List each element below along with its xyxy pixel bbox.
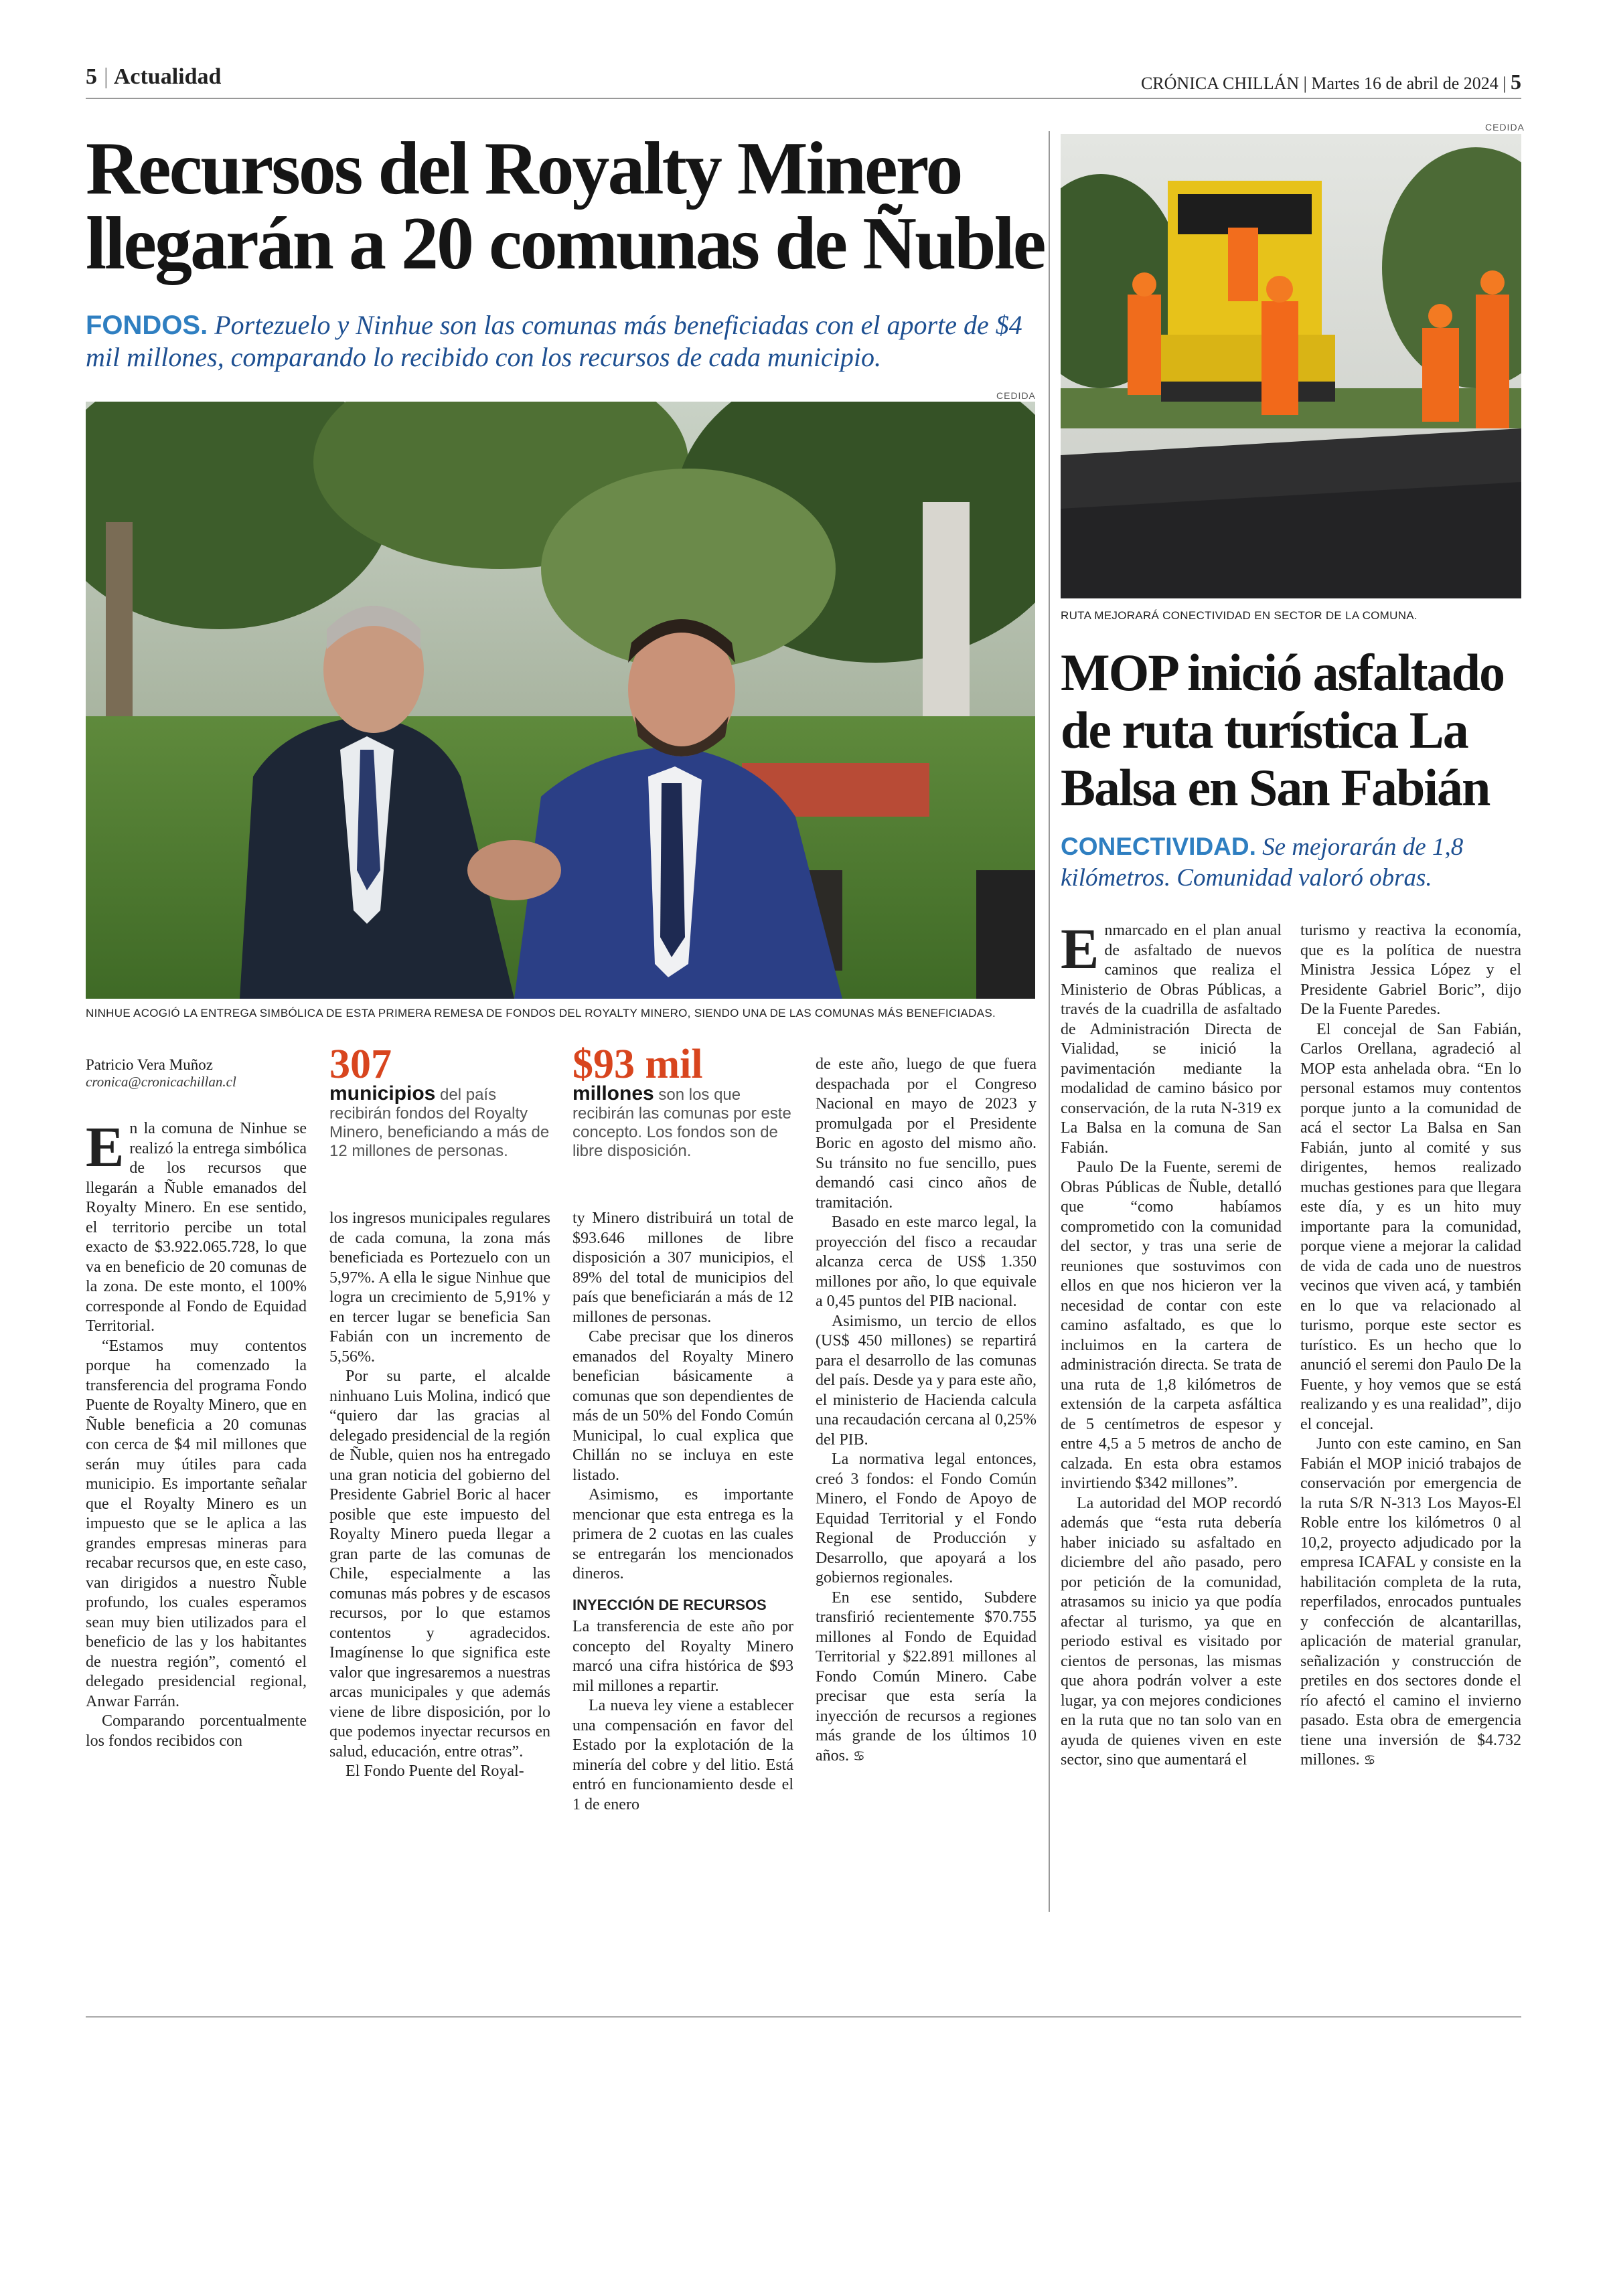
header-rule bbox=[86, 98, 1521, 99]
paragraph-text: nmarcado en el plan anual de asfaltado de nuevos caminos que realiza el Ministerio de Obras Públicas, a través de la cuadrilla de asfaltado de Administración Directa de Vialidad, se inició la pavimentación mediante la modalidad de camino básico por conservación, de la ruta N-319 ex La Balsa en la comuna de San Fabián. bbox=[1061, 922, 1282, 1157]
article-paragraph: Asimismo, es importante mencionar que esta entrega es la primera de 2 cuotas en las cuales se entregarán los mencionados dineros. bbox=[572, 1486, 793, 1582]
page-header-right: CRÓNICA CHILLÁN | Martes 16 de abril de 2024 | 5 bbox=[1140, 70, 1521, 94]
article-paragraph: La normativa legal entonces, creó 3 fondos: el Fondo Común Minero, el Fondo de Apoyo de Equidad Territorial y el Fondo Regional de Producción y Desarrollo, que apoyará a los gobiernos regionales. bbox=[816, 1451, 1037, 1586]
article-paragraph: Paulo De la Fuente, seremi de Obras Públicas de Ñuble, detalló que “como habíamos comprometido con la comunidad del sector, y tras una serie de reuniones que sostuvimos con ellos en que nos hicieron ver la necesidad de contar con este camino asfaltado, es que lo incluimos en la cartera de administración directa. Se trata de una ruta de 1,8 kilómetros de extensión de la carpeta asfáltica de 5 centímetros de espesor y entre 4,5 a 5 metros de ancho de calzada. En esta obra estamos invirtiendo $342 millones”. bbox=[1061, 1159, 1282, 1492]
article-paragraph: Por su parte, el alcalde ninhuano Luis Molina, indicó que “quiero dar las gracias al delegado presidencial de la región de Ñuble, quien nos ha entregado una gran noticia del gobierno del Presidente Gabriel Boric al hacer posible que este impuesto del Royalty Minero pueda llegar a gran parte de las comunas de Chile, especialmente a las comunas más pobres y de escasos recursos, por lo que estamos contentos y agradecidos. Imagínense lo que significa este valor que ingresaremos a nuestras arcas municipales y que además viene de libre disposición, por lo que podemos inyectar recursos en salud, educación, entre otras”. bbox=[329, 1368, 550, 1760]
byline bbox=[86, 1056, 300, 1090]
main-column-2 bbox=[329, 1209, 550, 1782]
issue-date: Martes 16 de abril de 2024 bbox=[1311, 74, 1499, 93]
stat-text: del país recibirán fondos del Royalty Minero, beneficiando a más de 12 millones de personas. bbox=[329, 1086, 550, 1160]
main-photo-caption: NINHUE ACOGIÓ LA ENTREGA SIMBÓLICA DE ESTA PRIMERA REMESA DE FONDOS DEL ROYALTY MINERO, SIENDO UNA DE LAS COMUNAS MÁS BENEFICIADAS. bbox=[86, 1007, 996, 1019]
stat-description bbox=[329, 1084, 550, 1161]
side-headline-line-2: de ruta turística La bbox=[1061, 701, 1468, 759]
side-lead bbox=[1061, 831, 1521, 894]
main-photo-credit: CEDIDA bbox=[996, 390, 1036, 401]
article-paragraph: los ingresos municipales regulares de cada comuna, la zona más beneficiada es Portezuelo con un 5,97%. A ella le sigue Ninhue que logra un crecimiento de 5,91% y en tercer lugar se beneficia San Fabián con un incremento de 5,56%. bbox=[329, 1210, 550, 1366]
stat-text: son los que recibirán las comunas por este concepto. Los fondos son de libre disposición. bbox=[572, 1086, 791, 1160]
side-headline bbox=[1061, 644, 1521, 817]
side-column-2 bbox=[1300, 921, 1521, 1771]
article-paragraph bbox=[1061, 916, 1282, 1158]
side-photo bbox=[1061, 134, 1521, 598]
article-paragraph: de este año, luego de que fuera despachada por el Congreso Nacional en mayo de 2023 y promulgada por el Presidente Boric en agosto del mismo año. Su tránsito no fue sencillo, pues demandó casi cinco años de tramitación. bbox=[816, 1056, 1037, 1212]
article-paragraph: La autoridad del MOP recordó además que “esta ruta debería haber iniciado su asfaltado en diciembre del año pasado, pero por petición de la comunidad, atrasamos su inicio ya que podía afectar al turismo, ya que en periodo estival es visitado por cientos de personas, las mismas que ahora podrán volver a este lugar, ya con mejores condiciones en la ruta que no tan solo van en ayuda de quienes viven en este sector, sino que aumentará el bbox=[1061, 1494, 1282, 1769]
stat-bold: municipios bbox=[329, 1082, 436, 1104]
article-paragraph bbox=[816, 1588, 1037, 1767]
article-paragraph: turismo y reactiva la economía, que es la política de nuestra Ministra Jessica López y el Presidente Gabriel Boric”, dijo De la Fuente Paredes. bbox=[1300, 922, 1521, 1018]
author-email: cronica@cronicachillan.cl bbox=[86, 1074, 236, 1090]
paragraph-text: En ese sentido, Subdere transfirió recientemente $70.755 millones al Fondo de Equidad Territorial y $22.891 millones al Fondo Común Minero. Cabe precisar que esta sería la inyección de recursos a regiones más grande de los últimos 10 años. bbox=[816, 1588, 1037, 1765]
side-lead-text: Se mejorarán de 1,8 kilómetros. Comunidad valoró obras. bbox=[1061, 833, 1464, 892]
main-headline-line-2: llegarán a 20 comunas de Ñuble bbox=[86, 202, 1045, 285]
article-paragraph: Asimismo, un tercio de ellos (US$ 450 millones) se repartirá para el desarrollo de las comunas del país. Desde ya y para este año, el ministerio de Hacienda calcula una recaudación cercana al 0,25% del PIB. bbox=[816, 1312, 1037, 1449]
author-name: Patricio Vera Muñoz bbox=[86, 1056, 213, 1073]
article-paragraph: Comparando porcentualmente los fondos recibidos con bbox=[86, 1712, 307, 1750]
side-photo-credit: CEDIDA bbox=[1485, 122, 1525, 133]
article-paragraph: Cabe precisar que los dineros emanados del Royalty Minero benefician básicamente a comunas que son dependientes de más de un 50% del Fondo Común Municipal, lo cual explica que Chillán no se incluya en este listado. bbox=[572, 1328, 793, 1484]
main-column-4 bbox=[816, 1055, 1037, 1766]
main-photo bbox=[86, 402, 1035, 999]
article-paragraph: La nueva ley viene a establecer una compensación en favor del Estado por la explotación de la minería del cobre y del litio. Está entró en funcionamiento desde el 1 de enero bbox=[572, 1697, 793, 1813]
bottom-rule bbox=[86, 2016, 1521, 2018]
article-paragraph: El concejal de San Fabián, Carlos Orellana, agradeció al MOP esta anhelada obra. “En lo personal estamos muy contentos porque junto a la comunidad de acá el sector La Balsa en San Fabián, junto al comité y sus dirigentes, hemos realizado muchas gestiones para que llegara este día, y es un hito muy importante para la comunidad, porque viene a mejorar la calidad de vida de cada uno de nuestros vecinos que viven acá, y también en lo que va relacionado al turismo, porque este sector es turístico. Es un hecho que lo anunció el seremi don Paulo De la Fuente, y hoy vemos que se está realizando y es una realidad”, dijo el concejal. bbox=[1300, 1020, 1521, 1433]
page-number-right: 5 bbox=[1511, 70, 1521, 94]
side-headline-line-1: MOP inició asfaltado bbox=[1061, 643, 1504, 702]
main-lead-text: Portezuelo y Ninhue son las comunas más beneficiadas con el aporte de $4 mil millones, comparando lo recibido con los recursos de cada municipio. bbox=[86, 310, 1022, 372]
main-lead bbox=[86, 309, 1037, 374]
stat-bold: millones bbox=[572, 1082, 654, 1104]
main-lead-tag: FONDOS. bbox=[86, 311, 208, 340]
main-column-1 bbox=[86, 1115, 307, 1751]
page-number: 5 bbox=[86, 64, 97, 89]
article-paragraph: Basado en este marco legal, la proyección del fisco a recaudar alcanza cerca de US$ 1.350 millones por año, lo que equivale a 0,45 puntos del PIB nacional. bbox=[816, 1214, 1037, 1310]
side-lead-tag: CONECTIVIDAD. bbox=[1061, 833, 1256, 860]
page-header-left: 5 | Actualidad bbox=[86, 64, 222, 89]
stat-box-municipios bbox=[329, 1044, 550, 1161]
stat-description bbox=[572, 1084, 797, 1161]
drop-cap: E bbox=[86, 1115, 125, 1179]
main-column-3 bbox=[572, 1209, 793, 1815]
stat-box-millones bbox=[572, 1044, 797, 1161]
section-subheading: INYECCIÓN DE RECURSOS bbox=[572, 1596, 767, 1613]
section-name: Actualidad bbox=[113, 64, 222, 89]
article-paragraph: ty Minero distribuirá un total de $93.646 millones de libre disposición a 307 municipios, el 89% del total de municipios del país que beneficiarán a más de 12 millones de personas. bbox=[572, 1210, 793, 1326]
article-paragraph: “Estamos muy contentos porque ha comenzado la transferencia del programa Fondo Puente de Royalty Minero, que en Ñuble beneficia a 20 comunas con cerca de $4 mil millones que serán muy útiles para cada municipio. Es importante señalar que el Royalty Minero es un impuesto que se le aplica a las grandes empresas mineras para recabar recursos que, en este caso, van dirigidos a nuestro Ñuble profundo, los cuales esperamos sean muy bien utilizados para el beneficio de las y los habitantes de nuestra región”, comentó el delegado presidencial regional, Anwar Farrán. bbox=[86, 1337, 307, 1710]
paper-name: CRÓNICA CHILLÁN bbox=[1140, 74, 1300, 93]
side-headline-line-3: Balsa en San Fabián bbox=[1061, 758, 1490, 817]
side-column-1 bbox=[1061, 916, 1282, 1771]
end-mark-icon: ♋ bbox=[853, 1747, 865, 1764]
main-headline bbox=[86, 127, 1050, 285]
stat-number: $93 mil bbox=[572, 1042, 703, 1087]
article-paragraph bbox=[1300, 1434, 1521, 1771]
article-paragraph bbox=[86, 1115, 307, 1337]
article-paragraph: La transferencia de este año por concepto del Royalty Minero marcó una cifra histórica de $93 mil millones a repartir. bbox=[572, 1618, 793, 1695]
column-separator bbox=[1049, 131, 1050, 1912]
article-paragraph: El Fondo Puente del Royal- bbox=[346, 1762, 524, 1780]
paragraph-text: n la comuna de Ninhue se realizó la entrega simbólica de los recursos que llegarán a Ñuble emanados del Royalty Minero. En ese sentido, el territorio percibe un total exacto de $3.922.065.728, lo que va en beneficio de 20 comunas de la zona. De este monto, el 100% corresponde al Fondo de Equidad Territorial. bbox=[86, 1120, 307, 1335]
side-photo-caption: RUTA MEJORARÁ CONECTIVIDAD EN SECTOR DE LA COMUNA. bbox=[1061, 609, 1418, 622]
drop-cap: E bbox=[1061, 916, 1099, 981]
end-mark-icon: ♋ bbox=[1363, 1752, 1376, 1768]
paragraph-text: Junto con este camino, en San Fabián el MOP inició trabajos de conservación por emergencia de la ruta S/R N-313 Los Mayos-El Roble entre los kilómetros 0 al 10,2, proyecto adjudicado por la empresa ICAFAL y consiste en la habilitación completa de la ruta, reperfilados, enrocados puntuales y confección de alcantarillas, aplicación de material granular, señalización y construcción de pretiles en dos sectores donde el río afectó el camino el invierno pasado. Esta obra de emergencia tiene una inversión de $4.732 millones. bbox=[1300, 1435, 1521, 1769]
stat-number: 307 bbox=[329, 1042, 392, 1087]
main-headline-line-1: Recursos del Royalty Minero bbox=[86, 127, 962, 210]
